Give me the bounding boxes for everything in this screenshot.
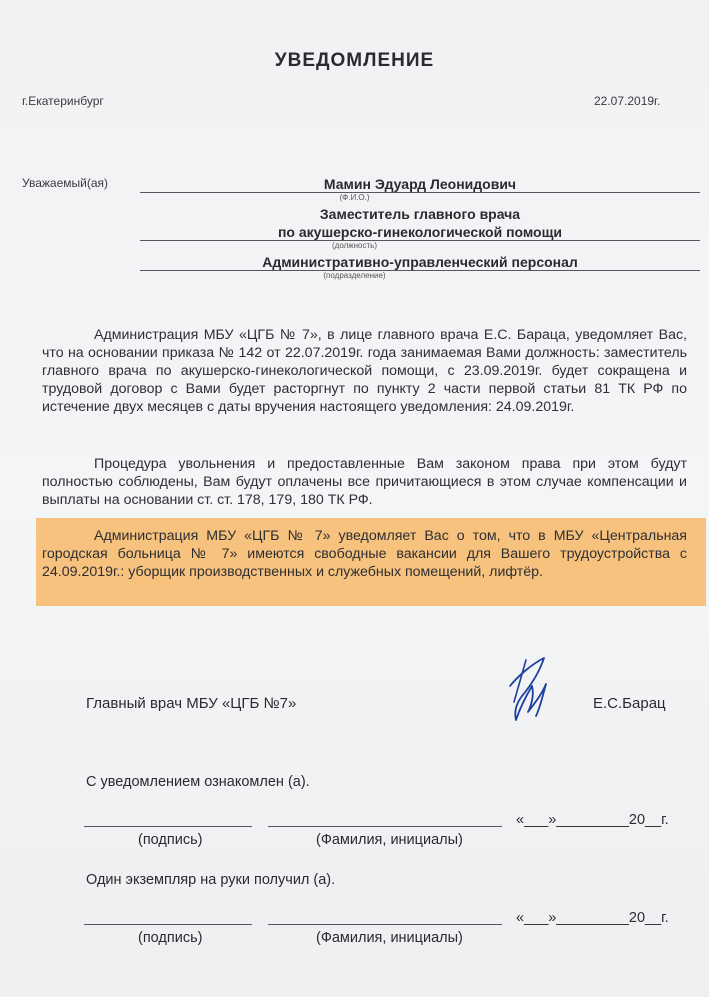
position-caption: (должность) (332, 241, 377, 250)
department: Административно-управленческий персонал (262, 254, 578, 270)
received-label: Один экземпляр на руки получил (а). (86, 872, 336, 888)
department-caption: (подразделение) (323, 271, 386, 280)
fullname-line-1[interactable] (268, 826, 502, 827)
signature-label-1: (подпись) (138, 832, 203, 848)
recipient-name: Мамин Эдуард Леонидович (323, 176, 517, 192)
fullname-label-1: (Фамилия, инициалы) (316, 832, 463, 848)
signature-image (496, 650, 566, 728)
paragraph-vacancies: Администрация МБУ «ЦГБ № 7» уведомляет Вас о том, что в МБУ «Центральная городская больница № 7» имеются свободные вакансии для Вашего трудоустройства с 24.09.2019г.: уборщик производственных и служебных помещений, лифтёр. (42, 528, 687, 580)
paragraph-procedure: Процедура увольнения и предоставленные Вам законом права при этом будут полностью соблюдены, Вам будут оплачены все причитающиеся в этом случае компенсации и выплаты на основании ст. ст. 178, 179, 180 ТК РФ. (42, 456, 687, 508)
document-title: УВЕДОМЛЕНИЕ (274, 50, 435, 71)
fullname-line-2[interactable] (268, 924, 502, 925)
name-caption: (Ф.И.О.) (339, 193, 370, 202)
city: г.Екатеринбург (22, 94, 104, 108)
salutation: Уважаемый(ая) (22, 176, 108, 190)
signature-label-2: (подпись) (138, 930, 203, 946)
date-line-2[interactable]: «___»_________20__г. (516, 910, 669, 926)
position-line-1: Заместитель главного врача (319, 206, 521, 222)
signer-name: Е.С.Барац (593, 695, 666, 712)
position-line-2: по акушерско-гинекологической помощи (277, 224, 563, 240)
document-date: 22.07.2019г. (594, 94, 661, 108)
date-line-1[interactable]: «___»_________20__г. (516, 812, 669, 828)
signer-title: Главный врач МБУ «ЦГБ №7» (86, 695, 297, 712)
paragraph-reduction: Администрация МБУ «ЦГБ № 7», в лице главного врача Е.С. Бараца, уведомляет Вас, что на основании приказа № 142 от 22.07.2019г. года занимаемая Вами должность: заместитель главного врача по акушерско-гинекологической помощи, с 23.09.2019г. будет сокращена и трудовой договор с Вами будет расторгнут по пункту 2 части первой статьи 81 ТК РФ по истечение двух месяцев с даты вручения настоящего уведомления: 24.09.2019г. (42, 327, 687, 415)
acknowledged-label: С уведомлением ознакомлен (а). (86, 774, 310, 790)
fullname-label-2: (Фамилия, инициалы) (316, 930, 463, 946)
signature-line-2[interactable] (84, 924, 252, 925)
signature-line-1[interactable] (84, 826, 252, 827)
